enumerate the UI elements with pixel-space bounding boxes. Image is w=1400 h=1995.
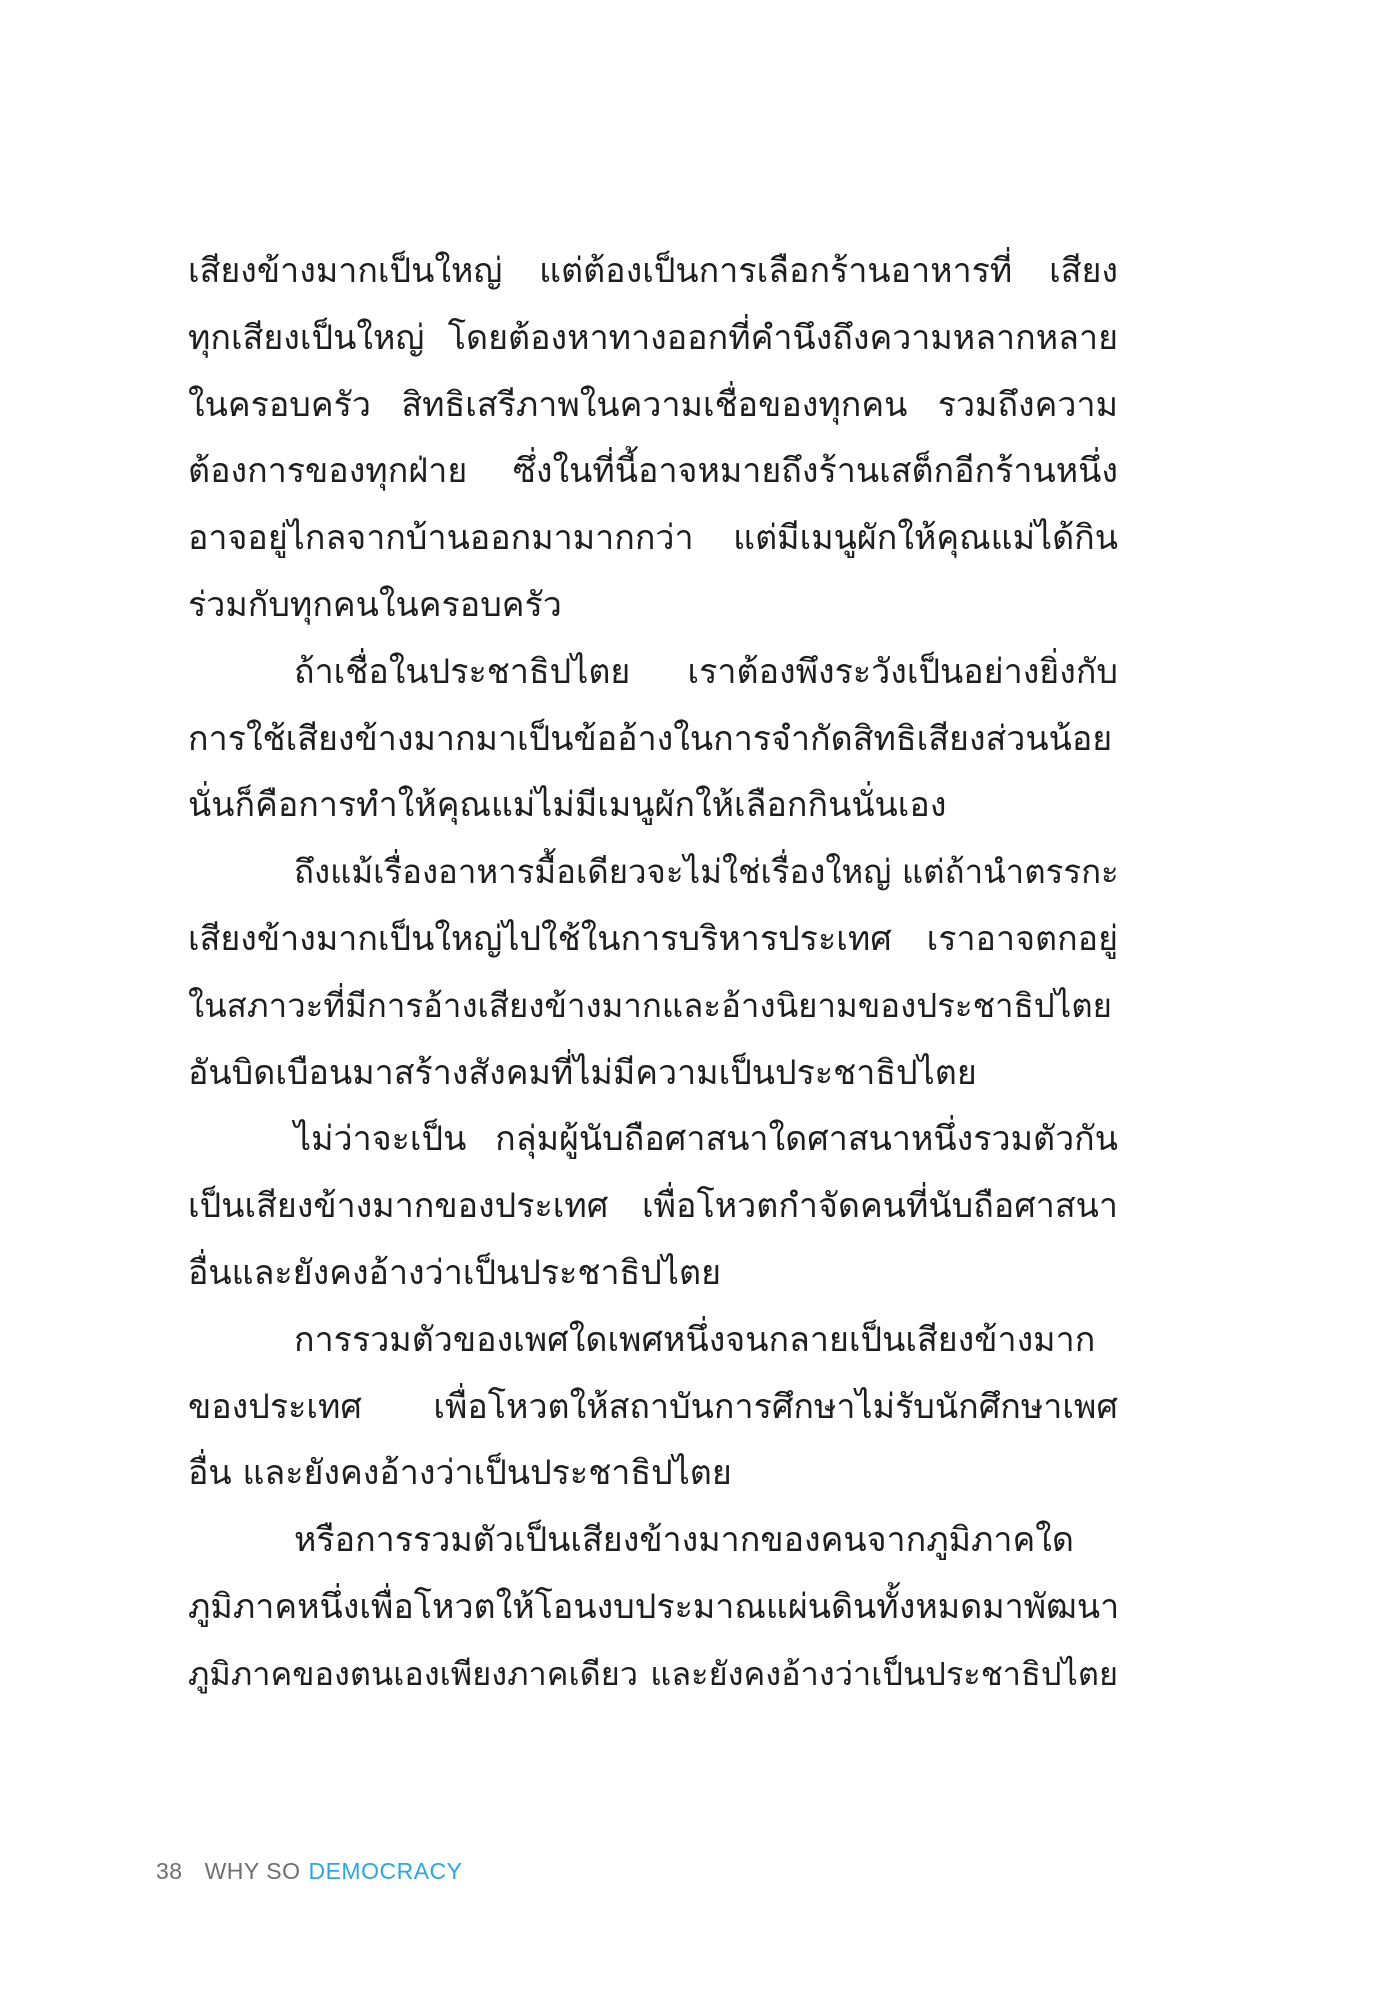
text-line: ภูมิภาคของตนเองเพียงภาคเดียว และยังคงอ้างว่าเป็นประชาธิปไตย [188,1654,1118,1693]
page-number: 38 [156,1858,183,1884]
text-line: ทุกเสียงเป็นใหญ่ โดยต้องหาทางออกที่คำนึงถึงความหลากหลาย [188,317,1118,358]
page-footer [156,1856,462,1886]
text-line: เสียงข้างมากเป็นใหญ่ แต่ต้องเป็นการเลือกร้านอาหารที่ เสียง [188,251,1118,291]
text-line: เสียงข้างมากเป็นใหญ่ไปใช้ในการบริหารประเทศ เราอาจตกอยู่ [188,918,1118,959]
text-line: ถึงแม้เรื่องอาหารมื้อเดียวจะไม่ใช่เรื่องใหญ่ แต่ถ้านำตรรกะ [294,852,1119,892]
text-line: การรวมตัวของเพศใดเพศหนึ่งจนกลายเป็นเสียงข้างมาก [294,1319,1096,1360]
text-line: อื่นและยังคงอ้างว่าเป็นประชาธิปไตย [188,1252,721,1293]
text-line: การใช้เสียงข้างมากมาเป็นข้ออ้างในการจำกัดสิทธิเสียงส่วนน้อย [188,718,1113,759]
text-line: ภูมิภาคหนึ่งเพื่อโหวตให้โอนงบประมาณแผ่นดินทั้งหมดมาพัฒนา [188,1586,1120,1627]
text-line: ของประเทศ เพื่อโหวตให้สถาบันการศึกษาไม่รับนักศึกษาเพศ [188,1386,1118,1427]
text-line: นั่นก็คือการทำให้คุณแม่ไม่มีเมนูผักให้เลือกกินนั่นเอง [188,785,947,826]
text-line: อื่น และยังคงอ้างว่าเป็นประชาธิปไตย [188,1453,732,1494]
text-line: เป็นเสียงข้างมากของประเทศ เพื่อโหวตกำจัดคนที่นับถือศาสนา [188,1186,1118,1227]
book-title-lead: WHY SO [204,1858,301,1884]
text-line: ต้องการของทุกฝ่าย ซึ่งในที่นี้อาจหมายถึงร้านเสต็กอีกร้านหนึ่ง [188,451,1118,492]
text-line: อันบิดเบือนมาสร้างสังคมที่ไม่มีความเป็นประชาธิปไตย [188,1052,977,1093]
text-line: ถ้าเชื่อในประชาธิปไตย เราต้องพึงระวังเป็นอย่างยิ่งกับ [294,651,1118,692]
text-line: ในสภาวะที่มีการอ้างเสียงข้างมากและอ้างนิยามของประชาธิปไตย [188,985,1113,1025]
text-line: หรือการรวมตัวเป็นเสียงข้างมากของคนจากภูมิภาคใด [294,1520,1074,1561]
body-text [188,238,1118,1708]
book-title-accent: DEMOCRACY [308,1858,463,1884]
text-line: ร่วมกับทุกคนในครอบครัว [188,584,562,625]
text-line: ไม่ว่าจะเป็น กลุ่มผู้นับถือศาสนาใดศาสนาหนึ่งรวมตัวกัน [294,1119,1118,1160]
text-line: ในครอบครัว สิทธิเสรีภาพในความเชื่อของทุกคน รวมถึงความ [188,384,1118,425]
text-line: อาจอยู่ไกลจากบ้านออกมามากกว่า แต่มีเมนูผักให้คุณแม่ได้กิน [188,518,1118,559]
